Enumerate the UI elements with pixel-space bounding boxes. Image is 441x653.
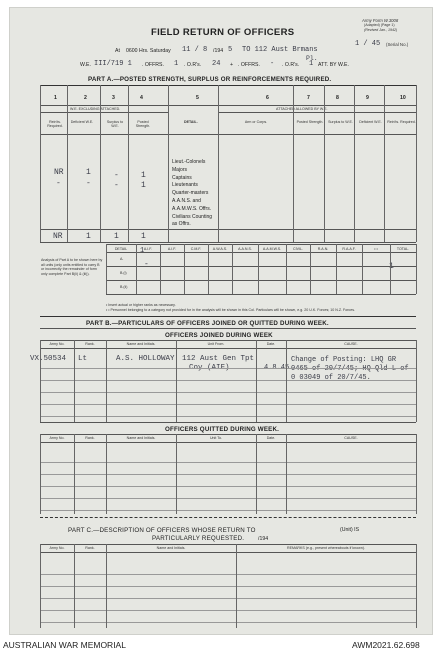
footer-bar bbox=[0, 638, 441, 653]
analysis-col-line bbox=[258, 244, 259, 294]
joined-row-line bbox=[40, 368, 416, 369]
total-col3: 1 bbox=[114, 232, 119, 241]
part-b-title: PART B.—PARTICULARS OF OFFICERS JOINED OR QUITTED DURING WEEK. bbox=[86, 320, 329, 327]
form-revised: (Revised Jan., 1942) bbox=[364, 28, 398, 32]
col1-typed-2: - bbox=[56, 179, 61, 188]
joined-col-line bbox=[256, 340, 257, 422]
quitted-row-line bbox=[40, 486, 416, 487]
right-header-3: Surplus to W.E. bbox=[328, 120, 353, 124]
quitted-col-line bbox=[416, 434, 417, 514]
part-c-requested: PARTICULARLY REQUESTED. bbox=[152, 535, 245, 542]
joined-header-3: Name and Initials. bbox=[126, 342, 156, 346]
col-number-10: 10 bbox=[400, 95, 406, 101]
form-title: FIELD RETURN OF OFFICERS bbox=[151, 27, 295, 38]
col3-typed-1: - bbox=[114, 171, 119, 180]
part-c-header-4: REMARKS (e.g., present whereabouts if known). bbox=[287, 546, 365, 550]
joined-row-line bbox=[40, 416, 416, 417]
rank-2: Majors bbox=[172, 166, 188, 173]
part-c-header-3: Name and Initials. bbox=[156, 546, 186, 550]
analysis-aif-typed: 1 bbox=[140, 247, 145, 255]
part-c-row-line bbox=[40, 622, 416, 623]
ors-label: . O.R's. bbox=[184, 62, 202, 68]
left-header-3: Surplus to W.E. bbox=[106, 120, 124, 128]
analysis-col-line bbox=[106, 244, 107, 294]
analysis-row-3: B.(ii) bbox=[120, 285, 128, 289]
footer-institution: AUSTRALIAN WAR MEMORIAL bbox=[3, 640, 126, 650]
joined-col-line bbox=[40, 340, 41, 422]
part-c-row-line bbox=[40, 610, 416, 611]
total-col2: 1 bbox=[86, 232, 91, 241]
part-c-col-line bbox=[416, 544, 417, 628]
quitted-header-5: Date. bbox=[266, 436, 276, 440]
col4-typed-2: 1 bbox=[141, 181, 146, 190]
joined-header-5: Date. bbox=[266, 342, 276, 346]
column-line bbox=[100, 85, 101, 242]
analysis-row-2: B.(i) bbox=[120, 271, 127, 275]
column-line bbox=[40, 85, 41, 242]
right-header-2: Posted Strength. bbox=[296, 120, 324, 124]
quitted-header-6: CAUSE. bbox=[344, 436, 358, 440]
joined-row-line bbox=[40, 392, 416, 393]
analysis-col-line bbox=[208, 244, 209, 294]
analysis-top bbox=[106, 244, 416, 245]
joined-cause-3: 0 03049 of 20/7/45. bbox=[291, 374, 371, 382]
right-header-1: Arm or Corps. bbox=[244, 120, 268, 124]
part-c-header-line bbox=[40, 552, 416, 553]
quitted-row-line bbox=[40, 498, 416, 499]
analysis-col-line bbox=[362, 244, 363, 294]
left-header-2: Deficient W.E. bbox=[70, 120, 94, 124]
col-number-7: 7 bbox=[307, 95, 310, 101]
analysis-col-line bbox=[310, 244, 311, 294]
form-sheet bbox=[10, 8, 432, 634]
ors-typed: 24 bbox=[212, 60, 221, 68]
footer-accession: AWM2021.62.698 bbox=[352, 640, 420, 650]
rank-8: Civilians Counting bbox=[172, 213, 213, 220]
serial-label: (Serial No.) bbox=[386, 42, 409, 47]
analysis-aif-typed-2: - bbox=[144, 260, 149, 269]
column-line bbox=[67, 85, 68, 242]
quitted-header-line bbox=[40, 442, 416, 443]
quitted-header-2: Rank. bbox=[85, 436, 95, 440]
quitted-row-line bbox=[40, 474, 416, 475]
quitted-col-line bbox=[286, 434, 287, 514]
at-label: At bbox=[115, 48, 120, 54]
col-number-5: 5 bbox=[196, 95, 199, 101]
analysis-header-12: TOTAL. bbox=[396, 247, 410, 251]
total-col1: NR bbox=[53, 232, 63, 241]
joined-header-1: Army No. bbox=[49, 342, 65, 346]
part-c-header-2: Rank. bbox=[85, 546, 95, 550]
analysis-total-typed: 1 bbox=[389, 262, 394, 271]
analysis-header-line bbox=[106, 252, 416, 253]
joined-cause-1: Change of Posting: LHQ GR bbox=[291, 356, 397, 364]
unit-typed: TO 112 Aust Brmans bbox=[242, 46, 318, 54]
unit-typed-2: Pl. bbox=[306, 55, 318, 62]
joined-cause-2: 0465 of 20/7/45; HQ Qld L of bbox=[291, 365, 409, 373]
joined-army-no: VX.50534 bbox=[30, 355, 67, 363]
analysis-header-1: DETAIL bbox=[114, 247, 128, 251]
analysis-note: Analysis of Part A to be shown here by all units (only units entitled to carry B or incorrectly the remainder of form only complete Part B(ii) & (iii)). bbox=[41, 258, 103, 276]
joined-col-line bbox=[106, 340, 107, 422]
analysis-header-4: C.M.F. bbox=[190, 247, 202, 251]
col-number-1: 1 bbox=[54, 95, 57, 101]
column-line bbox=[354, 85, 355, 242]
part-c-unit-label: (Unit) IS bbox=[340, 527, 360, 533]
part-c-row-line bbox=[40, 574, 416, 575]
joined-header-6: CAUSE. bbox=[344, 342, 358, 346]
col2-typed-1: 1 bbox=[86, 168, 91, 177]
part-a-title: PART A.—POSTED STRENGTH, SURPLUS OR REINFORCEMENTS REQUIRED. bbox=[88, 76, 332, 83]
offrs-label: . OFFRS. bbox=[142, 62, 164, 68]
year-typed: 5 bbox=[228, 46, 233, 54]
analysis-header-10: R.A.A.F. bbox=[342, 247, 356, 251]
quitted-row-line bbox=[40, 510, 416, 511]
analysis-header-2: A.I.F. bbox=[143, 247, 153, 251]
analysis-col-line bbox=[336, 244, 337, 294]
analysis-col-line bbox=[286, 244, 287, 294]
col-number-3: 3 bbox=[112, 95, 115, 101]
offrs-typed: 1 bbox=[174, 60, 179, 68]
quitted-col-line bbox=[74, 434, 75, 514]
joined-date: 4.8.45 bbox=[264, 364, 290, 372]
part-c-col-line bbox=[74, 544, 75, 628]
analysis-header-5: A.W.A.S. bbox=[212, 247, 228, 251]
column-line bbox=[416, 85, 417, 242]
quitted-col-line bbox=[40, 434, 41, 514]
joined-col-line bbox=[286, 340, 287, 422]
rank-4: Lieutenants bbox=[172, 182, 198, 189]
col1-typed-1: NR bbox=[54, 168, 64, 177]
part-c-row-line bbox=[40, 598, 416, 599]
quitted-row-line bbox=[40, 462, 416, 463]
part-c-col-line bbox=[106, 544, 107, 628]
quitted-title: OFFICERS QUITTED DURING WEEK. bbox=[165, 426, 280, 433]
offrs2-label: . OFFRS. bbox=[238, 62, 260, 68]
col3-typed-2: - bbox=[114, 181, 119, 190]
we-typed: III/719 1 bbox=[94, 60, 132, 68]
joined-unit-from: 112 Aust Gen Tpt bbox=[182, 355, 255, 363]
column-line bbox=[218, 85, 219, 242]
analysis-header-8: CIVIL. bbox=[293, 247, 303, 251]
analysis-col-line bbox=[160, 244, 161, 294]
analysis-col-line bbox=[416, 244, 417, 294]
form-adapted: (Adapted) (Page 1) bbox=[364, 23, 395, 27]
detail-header: DETAIL. bbox=[184, 120, 198, 124]
column-line bbox=[128, 85, 129, 242]
col2-typed-2: - bbox=[86, 179, 91, 188]
joined-name: A.S. HOLLOWAY bbox=[116, 355, 175, 363]
right-header-4: Deficient W.E. bbox=[359, 120, 382, 124]
quitted-header-3: Name and Initials. bbox=[126, 436, 156, 440]
joined-header-line bbox=[40, 348, 416, 349]
quitted-header-1: Army No. bbox=[49, 436, 65, 440]
total-col4: 1 bbox=[141, 232, 146, 241]
column-line bbox=[168, 85, 169, 242]
footnote-1: • Insert actual or higher ranks as necessary. bbox=[106, 303, 176, 307]
ors2-typed: 1 bbox=[309, 60, 314, 68]
part-c-col-line bbox=[236, 544, 237, 628]
analysis-col-line bbox=[232, 244, 233, 294]
analysis-col-line bbox=[136, 244, 137, 294]
left-header-1: Rein'ts. Required. bbox=[47, 120, 63, 128]
analysis-header-11: • • bbox=[374, 247, 378, 251]
ors2-label: . O.R's. bbox=[282, 62, 300, 68]
analysis-bottom bbox=[106, 294, 416, 295]
rank-6: A.A.N.S. and bbox=[172, 198, 201, 204]
joined-row-line bbox=[40, 404, 416, 405]
col-number-9: 9 bbox=[366, 95, 369, 101]
quitted-col-line bbox=[256, 434, 257, 514]
col-number-2: 2 bbox=[84, 95, 87, 101]
part-c-col-line bbox=[40, 544, 41, 628]
part-c-date-suffix: /194 bbox=[258, 536, 269, 542]
analysis-row-1: A. bbox=[120, 257, 124, 261]
analysis-row-line bbox=[106, 266, 416, 267]
hours-label: 0600 Hrs. Saturday bbox=[126, 48, 171, 54]
analysis-header-3: A.I.F. bbox=[167, 247, 177, 251]
right-header-5: Rein'ts. Required. bbox=[387, 120, 416, 124]
analysis-row-line bbox=[106, 280, 416, 281]
rank-7: A.A.M.W.S. Offrs. bbox=[172, 205, 212, 212]
att-label: ATT. BY W.E. bbox=[318, 62, 349, 68]
joined-rank: Lt bbox=[78, 355, 88, 363]
plus-label: + bbox=[230, 62, 234, 68]
offrs2-typed: - bbox=[270, 60, 275, 68]
analysis-header-7: A.A.M.W.S. bbox=[262, 247, 282, 251]
analysis-header-9: R.A.N. bbox=[317, 247, 329, 251]
rank-1: Lieut.-Colonels bbox=[172, 159, 206, 165]
col-number-4: 4 bbox=[140, 95, 143, 101]
joined-unit-from-2: Coy (AIF) bbox=[189, 364, 230, 372]
year-label: /194 bbox=[213, 48, 224, 54]
analysis-col-line bbox=[390, 244, 391, 294]
joined-header-2: Rank. bbox=[85, 342, 95, 346]
group-right-header: ATTACHED ALLOWED BY W.E. bbox=[276, 107, 328, 111]
analysis-header-6: A.A.N.S. bbox=[238, 247, 252, 251]
serial-value: 1 / 45 bbox=[355, 40, 381, 48]
analysis-col-line bbox=[184, 244, 185, 294]
col-number-8: 8 bbox=[336, 95, 339, 101]
col-number-6: 6 bbox=[266, 95, 269, 101]
rank-9: as Offrs. bbox=[172, 221, 191, 228]
joined-col-line bbox=[176, 340, 177, 422]
col4-typed-1: 1 bbox=[141, 171, 146, 180]
rank-5: Quarter-masters bbox=[172, 190, 209, 197]
quitted-col-line bbox=[106, 434, 107, 514]
group-left-header: W.E. EXCLUDING ATTACHED. bbox=[70, 107, 121, 111]
part-c-row-line bbox=[40, 586, 416, 587]
form-number: Army Form W.3008 bbox=[362, 18, 399, 23]
footnote-2: • • Personnel belonging to a category not provided for in the analysis will be shown in this Col. Particulars will be shown, e.g. 20 U.K. Forces; 10 N.Z. Forces. bbox=[106, 308, 356, 312]
part-c-title: PART C.—DESCRIPTION OF OFFICERS WHOSE RETURN TO bbox=[68, 527, 256, 534]
we-label: W.E. bbox=[80, 62, 91, 68]
part-c-header-1: Army No. bbox=[49, 546, 65, 550]
quitted-header-4: Unit To. bbox=[209, 436, 223, 440]
column-line bbox=[293, 85, 294, 242]
joined-col-line bbox=[416, 340, 417, 422]
left-header-4: Posted Strength. bbox=[135, 120, 151, 128]
rank-3: Captains bbox=[172, 174, 192, 181]
quitted-col-line bbox=[176, 434, 177, 514]
column-line bbox=[384, 85, 385, 242]
joined-row-line bbox=[40, 380, 416, 381]
column-line bbox=[324, 85, 325, 242]
joined-col-line bbox=[74, 340, 75, 422]
joined-header-4: Unit From. bbox=[207, 342, 225, 346]
date-typed: 11 / 8 bbox=[182, 46, 208, 54]
joined-title: OFFICERS JOINED DURING WEEK bbox=[165, 332, 273, 339]
